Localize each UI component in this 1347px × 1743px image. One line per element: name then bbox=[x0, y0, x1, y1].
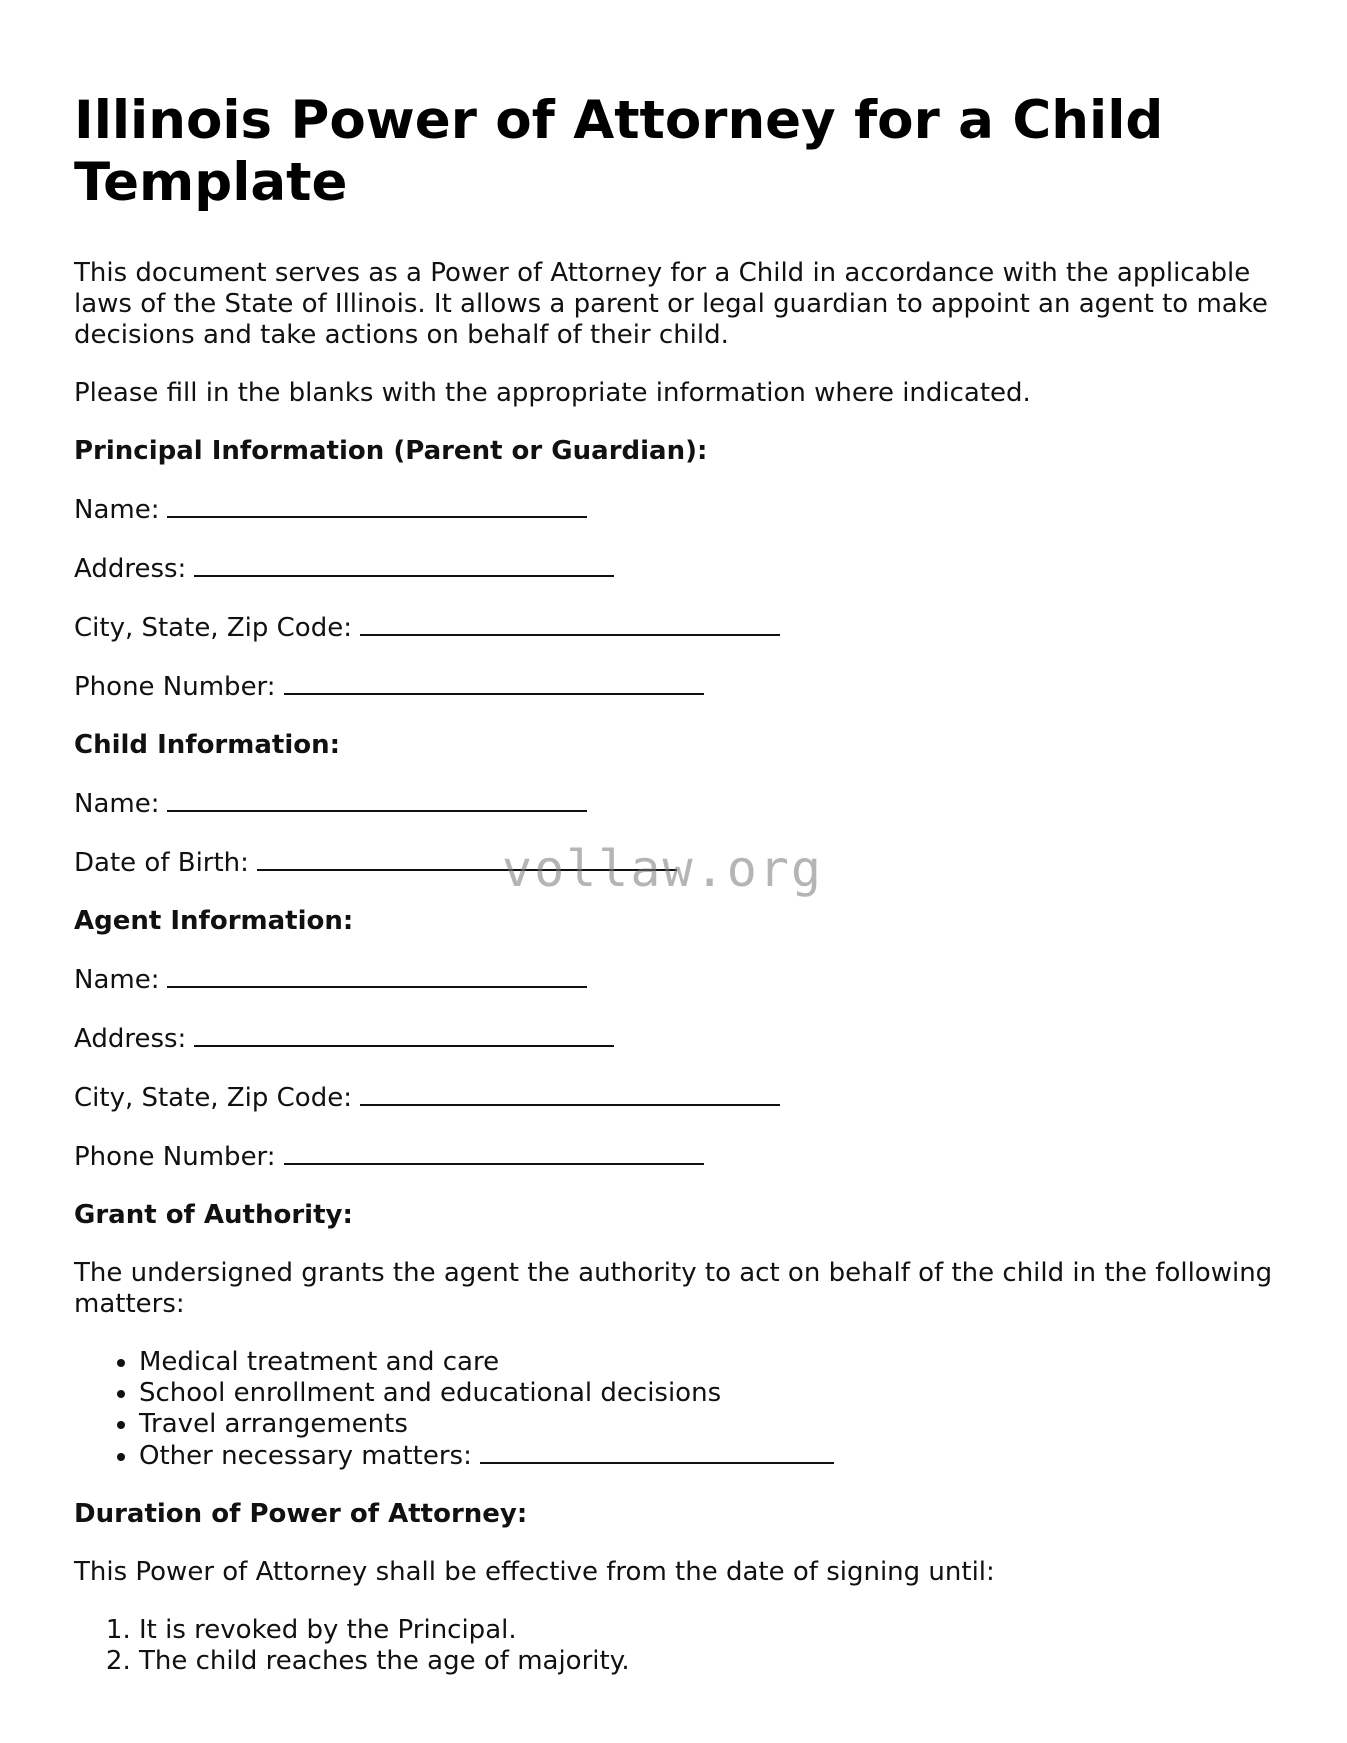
document-page bbox=[74, 90, 1274, 1677]
other-matters-label: Other necessary matters: bbox=[139, 1441, 472, 1471]
agent-city-field bbox=[74, 1082, 1274, 1114]
child-name-blank[interactable] bbox=[167, 788, 587, 812]
principal-city-field bbox=[74, 612, 1274, 644]
list-item-other bbox=[139, 1440, 1274, 1472]
child-name-label: Name: bbox=[74, 789, 160, 819]
child-heading: Child Information: bbox=[74, 730, 341, 760]
principal-heading: Principal Information (Parent or Guardian): bbox=[74, 436, 708, 466]
duration-paragraph: This Power of Attorney shall be effective from the date of signing until: bbox=[74, 1557, 995, 1587]
agent-phone-field bbox=[74, 1141, 1274, 1173]
authority-list bbox=[74, 1347, 1274, 1472]
agent-name-blank[interactable] bbox=[167, 964, 587, 988]
agent-city-label: City, State, Zip Code: bbox=[74, 1083, 352, 1113]
authority-paragraph: The undersigned grants the agent the authority to act on behalf of the child in the following matters: bbox=[74, 1258, 1273, 1319]
list-item: • School enrollment and educational decisions bbox=[139, 1378, 1274, 1409]
watermark-text: vollaw.org bbox=[502, 840, 824, 898]
agent-name-label: Name: bbox=[74, 965, 160, 995]
principal-city-label: City, State, Zip Code: bbox=[74, 613, 352, 643]
list-item: 1. It is revoked by the Principal. bbox=[139, 1615, 1274, 1646]
principal-name-label: Name: bbox=[74, 495, 160, 525]
agent-heading: Agent Information: bbox=[74, 906, 354, 936]
intro-paragraph: This document serves as a Power of Attorney for a Child in accordance with the applicable laws of the State of Illinois. It allows a parent or legal guardian to appoint an agent to make decisions and take actions on behalf of their child. bbox=[74, 258, 1268, 350]
principal-address-blank[interactable] bbox=[194, 553, 614, 577]
page-title: Illinois Power of Attorney for a Child Template bbox=[74, 90, 1164, 213]
authority-heading: Grant of Authority: bbox=[74, 1200, 353, 1230]
principal-name-field bbox=[74, 494, 1274, 526]
other-matters-blank[interactable] bbox=[480, 1440, 834, 1464]
duration-list bbox=[74, 1615, 1274, 1677]
principal-phone-blank[interactable] bbox=[284, 671, 704, 695]
agent-name-field bbox=[74, 964, 1274, 996]
child-dob-label: Date of Birth: bbox=[74, 848, 249, 878]
principal-address-label: Address: bbox=[74, 554, 187, 584]
list-item: 2. The child reaches the age of majority. bbox=[139, 1646, 1274, 1677]
child-name-field bbox=[74, 788, 1274, 820]
agent-city-blank[interactable] bbox=[360, 1082, 780, 1106]
principal-phone-label: Phone Number: bbox=[74, 672, 276, 702]
agent-phone-label: Phone Number: bbox=[74, 1142, 276, 1172]
duration-heading: Duration of Power of Attorney: bbox=[74, 1499, 528, 1529]
child-dob-field bbox=[74, 847, 1274, 879]
list-item: • Travel arrangements bbox=[139, 1409, 1274, 1440]
principal-address-field bbox=[74, 553, 1274, 585]
list-item: • Medical treatment and care bbox=[139, 1347, 1274, 1378]
principal-name-blank[interactable] bbox=[167, 494, 587, 518]
instructions-paragraph: Please fill in the blanks with the appropriate information where indicated. bbox=[74, 378, 1031, 408]
principal-city-blank[interactable] bbox=[360, 612, 780, 636]
agent-phone-blank[interactable] bbox=[284, 1141, 704, 1165]
agent-address-field bbox=[74, 1023, 1274, 1055]
agent-address-label: Address: bbox=[74, 1024, 187, 1054]
agent-address-blank[interactable] bbox=[194, 1023, 614, 1047]
principal-phone-field bbox=[74, 671, 1274, 703]
child-dob-blank[interactable] bbox=[257, 847, 677, 871]
